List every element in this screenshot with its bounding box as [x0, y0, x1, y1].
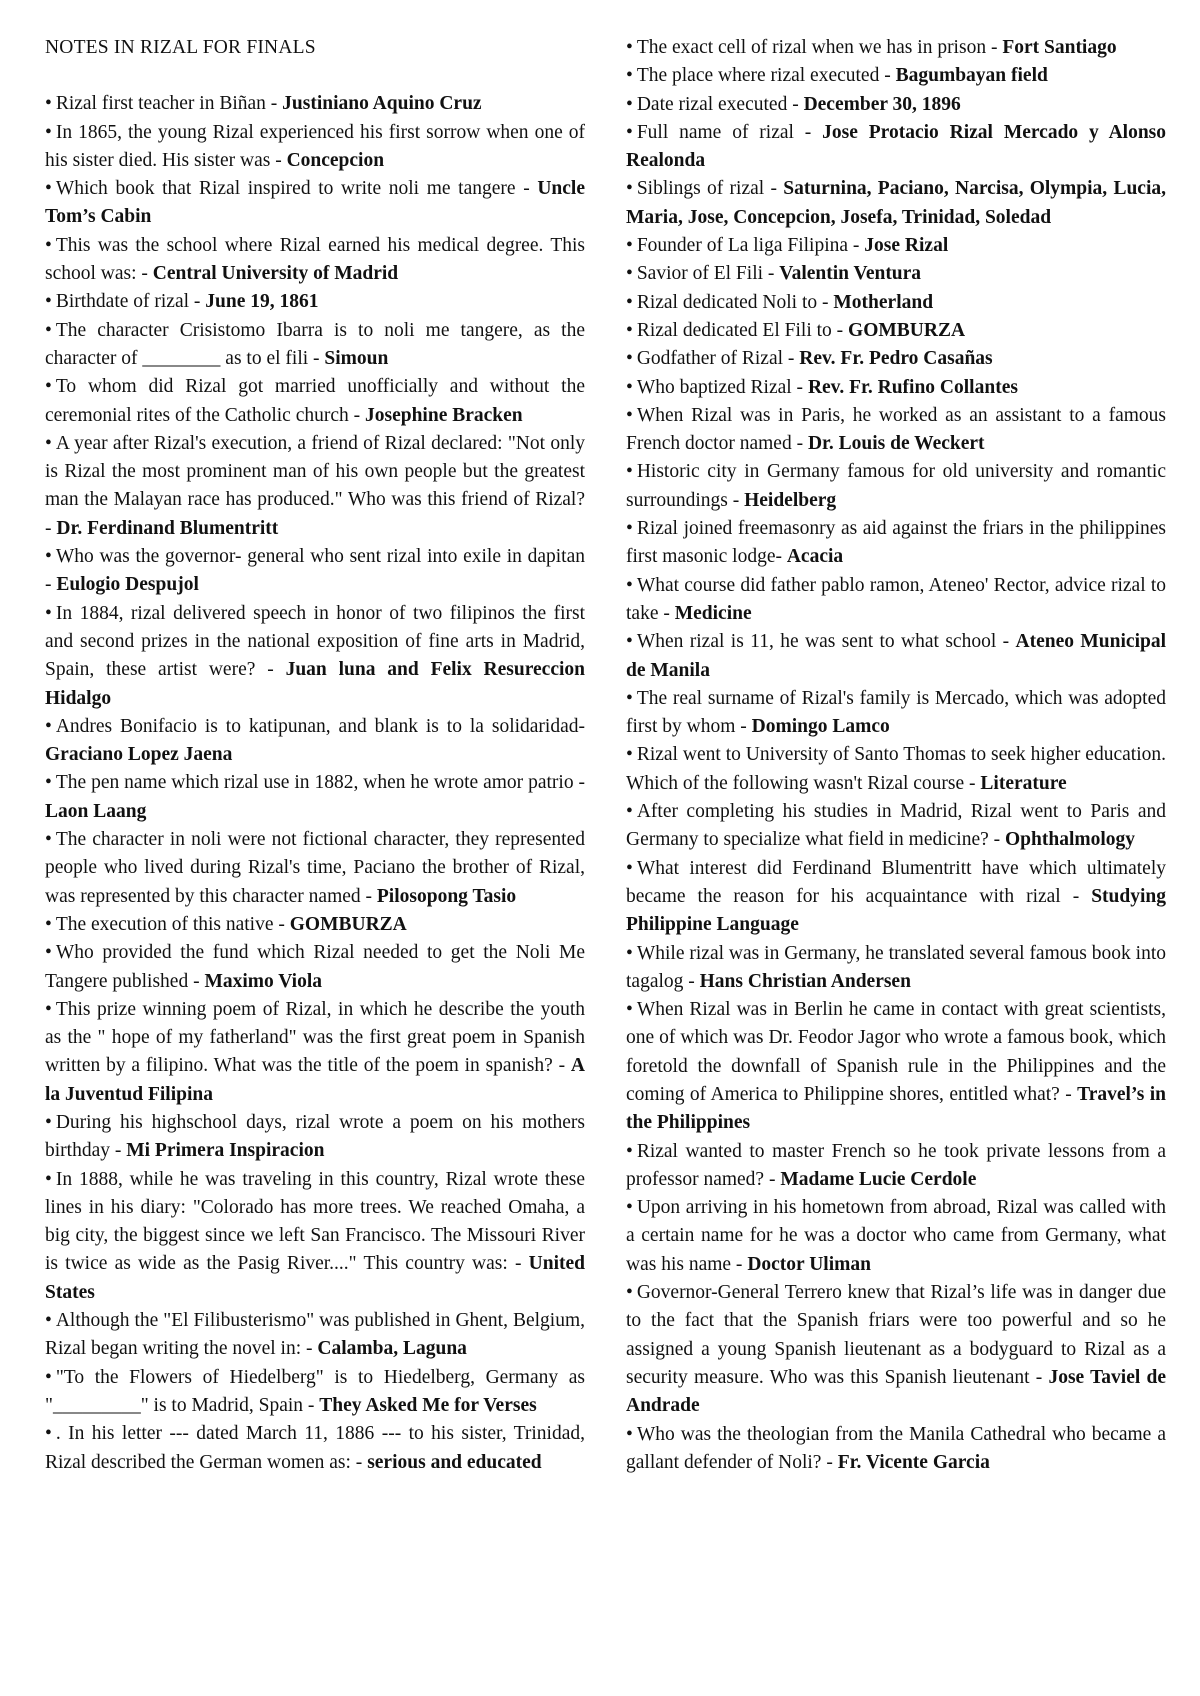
note-answer: Fr. Vicente Garcia: [837, 1451, 990, 1473]
bullet-icon: •: [626, 65, 633, 87]
bullet-icon: •: [626, 235, 633, 257]
note-answer: Fort Santiago: [1002, 37, 1117, 58]
note-question: Rizal dedicated Noli to -: [636, 291, 829, 313]
note-question: To whom did Rizal got married unofficially and without the ceremonial rites of the Catholic church -: [45, 376, 585, 426]
note-question: The place where rizal executed -: [636, 65, 891, 87]
note-answer: Dr. Louis de Weckert: [807, 433, 985, 455]
left-column: [45, 34, 585, 1477]
bullet-icon: •: [626, 1140, 633, 1162]
note-answer: Travel’s in the Philippines: [626, 1083, 1166, 1134]
note-item: [626, 91, 1166, 119]
note-question: Who was the theologian from the Manila Cathedral who became a gallant defender of Noli? -: [626, 1423, 1166, 1473]
bullet-icon: •: [45, 121, 52, 143]
note-question: Full name of rizal -: [636, 121, 812, 143]
bullet-icon: •: [45, 376, 52, 398]
bullet-icon: •: [45, 772, 52, 794]
bullet-icon: •: [45, 998, 52, 1020]
note-item: [45, 232, 585, 289]
note-question: Founder of La liga Filipina -: [636, 235, 860, 257]
note-item: [45, 373, 585, 430]
note-question: The character in noli were not fictional character, they represented people who lived during Rizal's time, Paciano the brother of Rizal, was represented by this character named -: [45, 829, 585, 907]
note-question: While rizal was in Germany, he translated several famous book into tagalog -: [626, 942, 1166, 992]
note-item: [626, 119, 1166, 176]
bullet-icon: •: [45, 1366, 52, 1388]
bullet-icon: •: [45, 319, 52, 341]
bullet-icon: •: [45, 942, 52, 964]
note-answer: Calamba, Laguna: [317, 1338, 467, 1360]
note-question: . In his letter --- dated March 11, 1886 --- to his sister, Trinidad, Rizal described the German women as: -: [45, 1423, 585, 1473]
note-answer: Medicine: [674, 602, 752, 624]
note-item: [45, 175, 585, 232]
note-question: The execution of this native -: [55, 913, 285, 935]
note-item: [45, 430, 585, 543]
note-answer: Maximo Viola: [204, 970, 323, 992]
note-answer: Studying Philippine Language: [626, 885, 1166, 936]
bullet-icon: •: [626, 1423, 633, 1445]
bullet-icon: •: [45, 291, 52, 313]
note-answer: Saturnina, Paciano, Narcisa, Olympia, Lucia, Maria, Jose, Concepcion, Josefa, Trinidad, Soledad: [626, 178, 1166, 228]
note-answer: Hans Christian Andersen: [699, 970, 911, 992]
note-answer: GOMBURZA: [848, 319, 966, 341]
note-item: [626, 685, 1166, 742]
note-item: [626, 1194, 1166, 1279]
note-item: [626, 232, 1166, 260]
note-question: Savior of El Fili -: [636, 263, 775, 285]
note-question: Rizal first teacher in Biñan -: [55, 93, 278, 115]
note-answer: Domingo Lamco: [751, 716, 890, 738]
note-question: Historic city in Germany famous for old university and romantic surroundings -: [626, 461, 1166, 511]
bullet-icon: •: [45, 913, 52, 935]
bullet-icon: •: [45, 1168, 52, 1190]
note-item: [45, 600, 585, 713]
bullet-icon: •: [626, 1282, 633, 1304]
note-question: Rizal joined freemasonry as aid against the friars in the philippines first masonic lodge-: [626, 518, 1166, 568]
note-item: [626, 1138, 1166, 1195]
note-item: [45, 996, 585, 1109]
note-item: [626, 855, 1166, 940]
bullet-icon: •: [626, 348, 633, 370]
note-question: In 1888, while he was traveling in this country, Rizal wrote these lines in his diary: "Colorado has more trees. We reached Omaha, a big city, the biggest since we left San Francisco. The Missouri River is twice as wide as the Pasig River...." This country was: -: [45, 1168, 585, 1275]
left-question-list: [45, 90, 585, 1477]
right-column: [626, 34, 1166, 1477]
bullet-icon: •: [45, 1111, 52, 1133]
note-question: Birthdate of rizal -: [55, 291, 201, 313]
bullet-icon: •: [45, 93, 52, 115]
note-answer: Rev. Fr. Rufino Collantes: [807, 376, 1018, 398]
note-item: [626, 260, 1166, 288]
note-item: [45, 826, 585, 911]
note-answer: Jose Taviel de Andrade: [626, 1366, 1166, 1417]
note-answer: Literature: [980, 772, 1067, 794]
note-answer: Jose Rizal: [864, 235, 949, 257]
note-item: [626, 798, 1166, 855]
bullet-icon: •: [626, 574, 633, 596]
note-item: [45, 713, 585, 770]
note-item: [45, 1307, 585, 1364]
note-question: A year after Rizal's execution, a friend of Rizal declared: "Not only is Rizal the most prominent man of his own people but the greatest man the Malayan race has produced." Who was this friend of Rizal? -: [45, 432, 585, 539]
note-answer: Uncle Tom’s Cabin: [45, 178, 585, 228]
bullet-icon: •: [626, 744, 633, 766]
note-item: [45, 1364, 585, 1421]
note-answer: They Asked Me for Verses: [319, 1394, 537, 1416]
bullet-icon: •: [626, 319, 633, 341]
note-item: [626, 34, 1166, 62]
bullet-icon: •: [626, 942, 633, 964]
bullet-icon: •: [45, 602, 52, 624]
note-answer: Heidelberg: [744, 489, 837, 511]
note-answer: June 19, 1861: [205, 291, 319, 313]
right-question-list: [626, 34, 1166, 1477]
bullet-icon: •: [626, 93, 633, 115]
note-question: After completing his studies in Madrid, Rizal went to Paris and Germany to specialize what field in medicine? -: [626, 801, 1166, 851]
note-answer: December 30, 1896: [803, 93, 961, 115]
note-answer: Ophthalmology: [1005, 829, 1136, 851]
note-question: In 1884, rizal delivered speech in honor of two filipinos the first and second prizes in the national exposition of fine arts in Madrid, Spain, these artist were? -: [45, 602, 585, 681]
note-item: [45, 543, 585, 600]
note-item: [626, 940, 1166, 997]
note-question: Rizal went to University of Santo Thomas to seek higher education. Which of the following wasn't Rizal course -: [626, 744, 1166, 794]
note-question: Rizal wanted to master French so he took private lessons from a professor named? -: [626, 1140, 1166, 1190]
note-answer: Central University of Madrid: [152, 263, 399, 285]
note-answer: Doctor Uliman: [747, 1253, 871, 1275]
bullet-icon: •: [626, 404, 633, 426]
note-question: What course did father pablo ramon, Ateneo' Rector, advice rizal to take -: [626, 574, 1166, 624]
note-answer: Josephine Bracken: [365, 404, 523, 426]
note-item: [626, 741, 1166, 798]
note-answer: Dr. Ferdinand Blumentritt: [56, 517, 279, 539]
note-question: Who was the governor- general who sent rizal into exile in dapitan -: [45, 546, 585, 596]
note-answer: Madame Lucie Cerdole: [780, 1168, 977, 1190]
note-question: Godfather of Rizal -: [636, 348, 795, 370]
note-item: [626, 628, 1166, 685]
note-answer: Justiniano Aquino Cruz: [282, 93, 482, 115]
note-answer: Concepcion: [286, 149, 385, 171]
note-question: The real surname of Rizal's family is Mercado, which was adopted first by whom -: [626, 687, 1166, 738]
note-answer: Rev. Fr. Pedro Casañas: [799, 348, 993, 370]
note-answer: serious and educated: [367, 1451, 542, 1473]
note-answer: Eulogio Despujol: [56, 574, 199, 596]
note-question: When Rizal was in Paris, he worked as an assistant to a famous French doctor named -: [626, 404, 1166, 455]
note-answer: Acacia: [786, 546, 844, 568]
bullet-icon: •: [45, 234, 52, 256]
note-question: During his highschool days, rizal wrote a poem on his mothers birthday -: [45, 1111, 585, 1162]
note-item: [626, 374, 1166, 402]
note-item: [626, 458, 1166, 515]
note-question: Which book that Rizal inspired to write noli me tangere -: [55, 178, 530, 200]
note-question: Siblings of rizal -: [636, 178, 777, 200]
note-item: [45, 1109, 585, 1166]
note-item: [626, 996, 1166, 1137]
note-question: Although the "El Filibusterismo" was published in Ghent, Belgium, Rizal began writing the novel in: -: [45, 1310, 585, 1360]
note-question: "To the Flowers of Hiedelberg" is to Hiedelberg, Germany as "_________" is to Madrid, Spain -: [45, 1366, 585, 1416]
note-answer: Simoun: [324, 347, 389, 369]
note-question: When rizal is 11, he was sent to what school -: [636, 631, 1010, 653]
note-item: [45, 911, 585, 939]
note-item: [626, 515, 1166, 572]
bullet-icon: •: [626, 801, 633, 823]
note-answer: Bagumbayan field: [895, 65, 1048, 87]
note-question: Governor-General Terrero knew that Rizal’s life was in danger due to the fact that the Spanish friars were too powerful and so he assigned a young Spanish lieutenant as a bodyguard to Rizal as a security measure. Who was this Spanish lieutenant -: [626, 1282, 1166, 1388]
note-item: [626, 402, 1166, 459]
note-answer: Laon Laang: [45, 800, 147, 822]
note-item: [45, 1420, 585, 1477]
note-question: The exact cell of rizal when we has in prison -: [636, 37, 998, 58]
note-item: [45, 939, 585, 996]
note-answer: Jose Protacio Rizal Mercado y Alonso Realonda: [626, 121, 1166, 172]
note-item: [626, 289, 1166, 317]
note-item: [45, 90, 585, 118]
note-answer: Valentin Ventura: [779, 263, 922, 285]
note-answer: Ateneo Municipal de Manila: [626, 631, 1166, 681]
bullet-icon: •: [626, 857, 633, 879]
bullet-icon: •: [45, 1423, 52, 1445]
bullet-icon: •: [626, 291, 633, 313]
note-answer: Mi Primera Inspiracion: [126, 1140, 325, 1162]
note-question: Upon arriving in his hometown from abroad, Rizal was called with a certain name for he was a doctor who came from Germany, what was his name -: [626, 1197, 1166, 1275]
note-answer: A la Juventud Filipina: [45, 1055, 586, 1105]
document-title: NOTES IN RIZAL FOR FINALS: [45, 37, 316, 58]
bullet-icon: •: [626, 999, 633, 1021]
note-answer: Pilosopong Tasio: [376, 885, 517, 907]
note-item: [626, 175, 1166, 232]
note-question: The pen name which rizal use in 1882, when he wrote amor patrio -: [55, 772, 585, 794]
bullet-icon: •: [626, 178, 633, 200]
note-item: [626, 1279, 1166, 1420]
note-item: [45, 769, 585, 826]
note-question: Rizal dedicated El Fili to -: [636, 319, 844, 341]
bullet-icon: •: [626, 1197, 633, 1219]
note-question: This prize winning poem of Rizal, in which he describe the youth as the " hope of my fatherland" was the first great poem in Spanish written by a filipino. What was the title of the poem in spanish? -: [45, 998, 585, 1077]
note-question: What interest did Ferdinand Blumentritt have which ultimately became the reason for his acquaintance with rizal -: [626, 857, 1166, 907]
bullet-icon: •: [626, 687, 633, 709]
bullet-icon: •: [626, 376, 633, 398]
bullet-icon: •: [45, 432, 52, 454]
bullet-icon: •: [45, 1310, 52, 1332]
bullet-icon: •: [45, 178, 52, 200]
note-item: [626, 62, 1166, 90]
note-question: Who baptized Rizal -: [636, 376, 804, 398]
bullet-icon: •: [626, 631, 633, 653]
note-question: This was the school where Rizal earned his medical degree. This school was: -: [45, 234, 585, 285]
bullet-icon: •: [45, 829, 52, 851]
note-item: [45, 317, 585, 374]
note-answer: Motherland: [833, 291, 934, 313]
note-question: When Rizal was in Berlin he came in contact with great scientists, one of which was Dr. Feodor Jagor who wrote a famous book, which foretold the downfall of Spanish rule in the Philippines and the coming of America to Philippine shores, entitled what? -: [626, 999, 1166, 1105]
note-item: [626, 1421, 1166, 1478]
bullet-icon: •: [45, 715, 52, 737]
note-item: [626, 572, 1166, 629]
note-answer: Juan luna and Felix Resureccion Hidalgo: [45, 659, 586, 709]
note-answer: Graciano Lopez Jaena: [45, 744, 233, 766]
note-question: The character Crisistomo Ibarra is to noli me tangere, as the character of ________ as to el fili -: [45, 319, 585, 369]
note-answer: GOMBURZA: [289, 913, 407, 935]
bullet-icon: •: [626, 121, 633, 143]
bullet-icon: •: [45, 546, 52, 568]
note-answer: United States: [45, 1253, 585, 1303]
bullet-icon: •: [626, 37, 633, 58]
bullet-icon: •: [626, 461, 633, 483]
note-item: [626, 317, 1166, 345]
note-question: Who provided the fund which Rizal needed to get the Noli Me Tangere published -: [45, 942, 585, 992]
note-question: Andres Bonifacio is to katipunan, and blank is to la solidaridad-: [55, 715, 585, 737]
note-question: Date rizal executed -: [636, 93, 799, 115]
note-item: [45, 1166, 585, 1307]
note-item: [626, 345, 1166, 373]
bullet-icon: •: [626, 263, 633, 285]
note-item: [45, 288, 585, 316]
bullet-icon: •: [626, 518, 633, 540]
note-item: [45, 119, 585, 176]
note-question: In 1865, the young Rizal experienced his first sorrow when one of his sister died. His sister was -: [45, 121, 585, 171]
